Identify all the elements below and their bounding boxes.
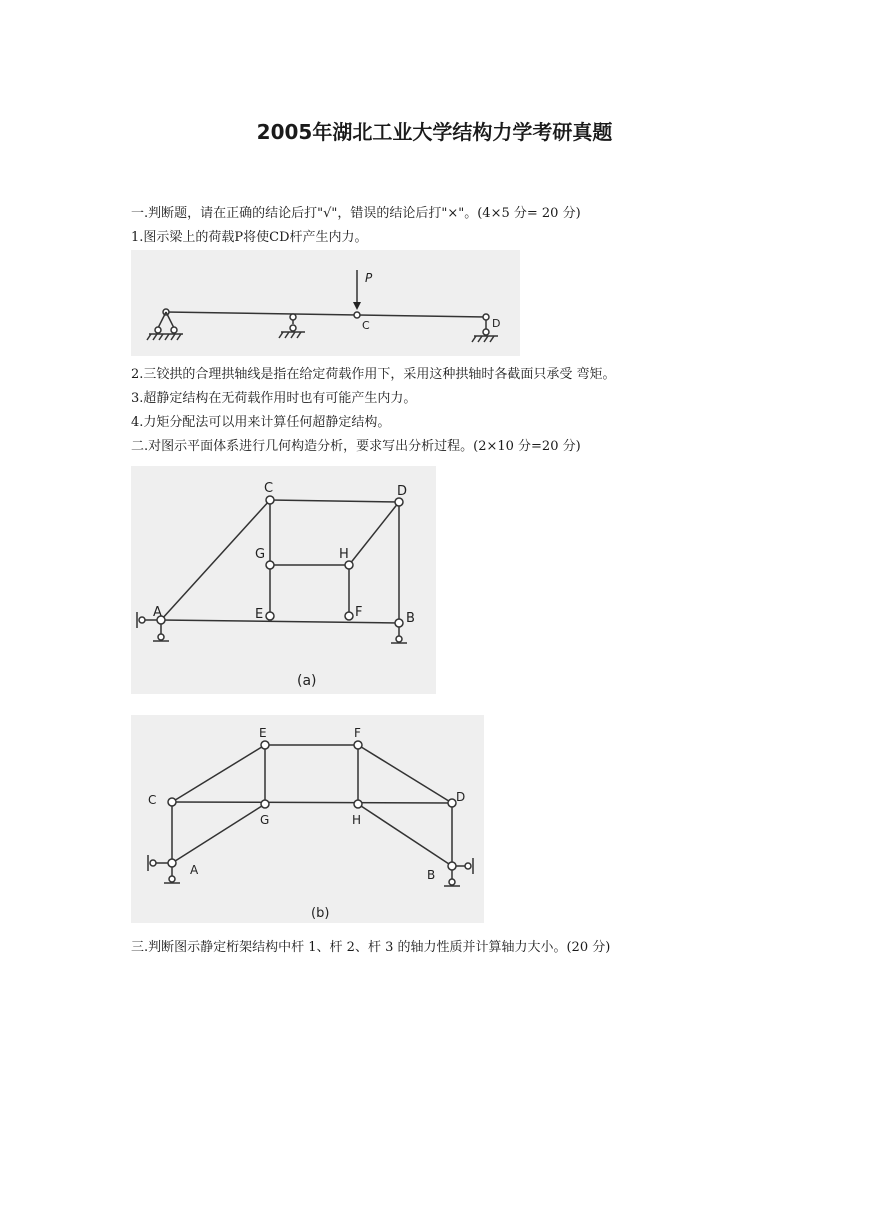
node-a-label: A xyxy=(190,863,199,877)
beam-figure xyxy=(131,250,520,356)
node-d-label: D xyxy=(456,790,466,804)
node-c-label: C xyxy=(264,481,274,496)
node-a-label: A xyxy=(153,605,162,620)
question-4: 4.力矩分配法可以用来计算任何超静定结构。 xyxy=(131,415,391,430)
node-b-label: B xyxy=(427,868,436,882)
figure-a-caption: (a) xyxy=(297,673,317,689)
load-label: P xyxy=(365,271,373,285)
page-title: 2005年湖北工业大学结构力学考研真题 xyxy=(256,120,613,144)
node-c-label: C xyxy=(148,793,157,807)
node-g-label: G xyxy=(255,547,266,562)
node-c-label: C xyxy=(362,319,370,332)
section3-heading: 三.判断图示静定桁架结构中杆 1、杆 2、杆 3 的轴力性质并计算轴力大小。(20 分) xyxy=(131,940,611,955)
node-e-label: E xyxy=(259,726,267,740)
node-d-label: D xyxy=(492,317,501,330)
structure-figure-b xyxy=(131,715,484,923)
section2-heading: 二.对图示平面体系进行几何构造分析，要求写出分析过程。(2×10 分=20 分) xyxy=(131,439,581,454)
node-b-label: B xyxy=(406,611,415,626)
node-d-label: D xyxy=(397,484,408,499)
node-f-label: F xyxy=(354,726,361,740)
node-h-label: H xyxy=(339,547,349,562)
question-2: 2.三铰拱的合理拱轴线是指在给定荷载作用下，采用这种拱轴时各截面只承受 弯矩。 xyxy=(131,367,616,382)
structure-figure-a xyxy=(131,466,436,694)
section1-heading: 一.判断题，请在正确的结论后打"√"，错误的结论后打"×"。(4×5 分= 20 分) xyxy=(131,206,581,221)
question-3: 3.超静定结构在无荷载作用时也有可能产生内力。 xyxy=(131,391,417,406)
node-e-label: E xyxy=(255,607,264,622)
node-f-label: F xyxy=(355,605,363,620)
node-g-label: G xyxy=(260,813,270,827)
node-h-label: H xyxy=(352,813,362,827)
question-1: 1.图示梁上的荷载P将使CD杆产生内力。 xyxy=(131,230,368,245)
figure-b-caption: (b) xyxy=(311,906,330,921)
